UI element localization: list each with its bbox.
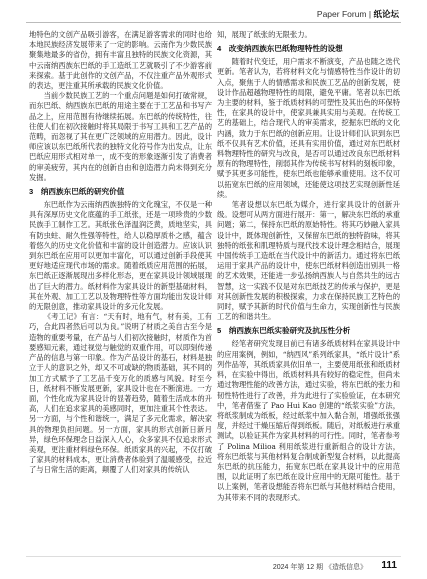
- paragraph: 地特色的文创产品吸引游客，在满足游客需求的同时也给本地民族经济发展带来了一定的影响。云南作为少数民族聚集地最多的省份，拥有丰富且独特的民族文化资源，其中云南纳西族东巴纸的手工造纸工艺就吸引了不少游客前来探索。基于此创作的文创产品，不仅注重产品外观形式的表达，更注重其所承载的民族文化价值。: [29, 30, 212, 91]
- paragraph: 《考工记》有言：“天有时，地有气，材有美，工有巧，合此四者然后可以为良。”说明了材质之美自古至今是造物的重要考量，在产品与人们初次接触时，材质作为首要感知元素，通过视觉与触觉的双重作用，可以即刻传递产品的信息与第一印象。作为产品设计的基石，材料是独立于人的意识之外，却又不可或缺的物质基础，其不同的加工方式赋予了工艺品千变万化的质感与风貌。时至今日，纸材料不断发展更新，家具设计也在不断演进。一方面，个性化成为家具设计的显著趋势，随着生活成本的升高，人们在追求家具的美感同时，更加注重其个性表达。另一方面，与个性和谐统一，满足了多元化需求，解决家具的物理负担问题。另一方面，家具的形式创新日新月异，绿色环保理念日益深入人心，众多家具不仅追求形式美观，更注重材料绿色环保。纸质家具的兴起，不仅打破了家具的材料成本，更让消费者体验到了温暖感受，拉近了与日常生活的距离，颠覆了人们对家具的传统认: [29, 312, 212, 475]
- header-rule: [26, 22, 401, 23]
- header-left: Paper Forum: [316, 9, 367, 19]
- section-label: [317, 8, 399, 20]
- header-right: 纸论坛: [373, 9, 399, 19]
- footer-rule: [26, 556, 401, 557]
- paragraph: 知，展现了纸张的无限张力。: [217, 30, 312, 39]
- paragraph: 经笔者研究发现目前已有诸多纸质材料在家具设计中的应用案例，例如，“纳西风”系列纸家具，“纸片设计”系列作品等，其纸质家具依旧单一，主要使用纸张和纸质材料，在实验中得出，纸质材料具有较好的稳定性，但尚未通过物理性能的改善方法，通过实验，将东巴纸的张力和韧性特性进行了改善，并为此进行了实验验证，在本研究中，笔者借鉴了 Pao Hui Kao 创建的“纸浆实验”方法，将纸浆制成为纸板，经过纸浆中加入黏合剂，增强纸张强度，并经过干燥压缩后得到纸板。随后，对纸板进行承重测试，以验证其作为家具材料的可行性。同时，笔者参考了 Polina Milioa 利用纸浆进行重新组合的设计方法，将东巴纸浆与其他材料复合制成新型复合材料，以此提高东巴纸的抗压能力，拓宽东巴纸在家具设计中的应用范围，以此证明了东巴纸在设计应用中的无限可能性。基于以上案例，笔者设想能否将东巴纸与其他材料结合使用，为其带来不同的表现形式。: [217, 339, 400, 502]
- section-heading: 4 改变纳西族东巴纸物理特性的设想: [217, 44, 343, 54]
- section-heading: 3 纳西族东巴纸的研究价值: [29, 187, 125, 197]
- page-footer: [0, 560, 427, 574]
- left-column: [29, 30, 212, 476]
- journal-issue: 2024 年第 12 期 《造纸信息》: [272, 564, 367, 571]
- paragraph: 随着时代变迁，用户需求不断演变，产品也随之迭代更新。笔者认为，若将材料文化与情感特性当作设计的切入点，聚焦于人的情感需求和民族工艺品的创新发展，使设计作品超越物理特性的局限，避免平庸。笔者以东巴纸为主要的材料，鉴于纸质材料的可塑性及其出色的环保特性，在家具的设计中，使家具兼具实用与美观。在传统工艺的基础上，结合现代人的审美需求，挖掘东巴纸的文化内涵，致力于东巴纸的创新应用。让设计师们认识到东巴纸不仅具有艺术价值，还具有实用价值，通过对东巴纸材料物理特性的研究与改良，是否可以通过改良东巴纸材料原有的物理特性，削弱其作为传统书写材料的刻板印象，赋予其更多可能性，使东巴纸也能够承重使用。这不仅可以拓宽东巴纸的应用领域，还能使这项技艺实现创新性延续。: [217, 57, 400, 199]
- right-column: [217, 30, 400, 503]
- paragraph: 笔者设想以东巴纸为媒介，进行家具设计的创新升级。设想可从两方面进行展开：第一，解决东巴纸的承重问题；第二，保持东巴纸的原始特性。将其巧妙融入家具设计中，既体现创新性，又保留东巴纸的独特韵味，将其独特的纸张和肌理特质与现代技术设计理念相结合，展现中国传统手工造纸在当代设计中的新活力。通过将东巴纸运用于家具产品的设计中，使东巴纸材料创造出别具一格的艺术效果，还能进一步弘扬纳西族人与自然共生的远古智慧，这一实践不仅是对东巴纸技艺的传承与保护，更是对其创新性发展的积极探索，力求在保持民族工艺特色的同时，赋予其新的时代价值与生命力，实现创新性与民族工艺的和谐共生。: [217, 200, 400, 322]
- section-heading: 5 纳西族东巴纸实验研究及抗压性分析: [217, 326, 351, 336]
- page-number: 111: [381, 560, 397, 571]
- paragraph: 当前少数民族工艺的一个重点问题是如何打破常规，而东巴纸、纳西族东巴纸的用途主要在于工艺品和书写产品之上，应用范围有待继续拓展。东巴纸的传统特性，往往使人们在初次接触时将其局限于书写工具和工艺产品的范畴，而忽视了其在更广泛领域的应用潜力。因此，设计师应该以东巴纸所代表的独特文化符号作为出发点，让东巴纸应用形式相对单一，成不变的形象逐渐引发了消费者的审美疲劳，其内在的创新自由和创造潜力尚未得到充分发掘。: [29, 91, 212, 182]
- paragraph: 东巴纸作为云南纳西族独特的文化瑰宝，不仅是一种具有深厚历史文化底蕴的手工纸张，还是一项珍贵的少数民族手工制作工艺。其纸张色泽温润泛黄，质地坚实，具有防虫蛀、耐久性强等特性，给人以稳厚质朴之感，蕴含着悠久的历史文化价值和丰富的设计创造潜力。应该认识到东巴纸在应用可以更加丰富化，可以通过创新手段使其更好地适应现代市场的需求。随着纸质应用范围的拓展，东巴纸正逐渐展现出多样化形态，更在家具设计领域展现出了巨大的潜力。纸材料作为家具设计的新型基础材料，其在外观、加工工艺以及物理特性等方面均能出发设计师的无限创意，推动家具设计的多元化发展。: [29, 200, 212, 312]
- header-sep: |: [368, 9, 372, 19]
